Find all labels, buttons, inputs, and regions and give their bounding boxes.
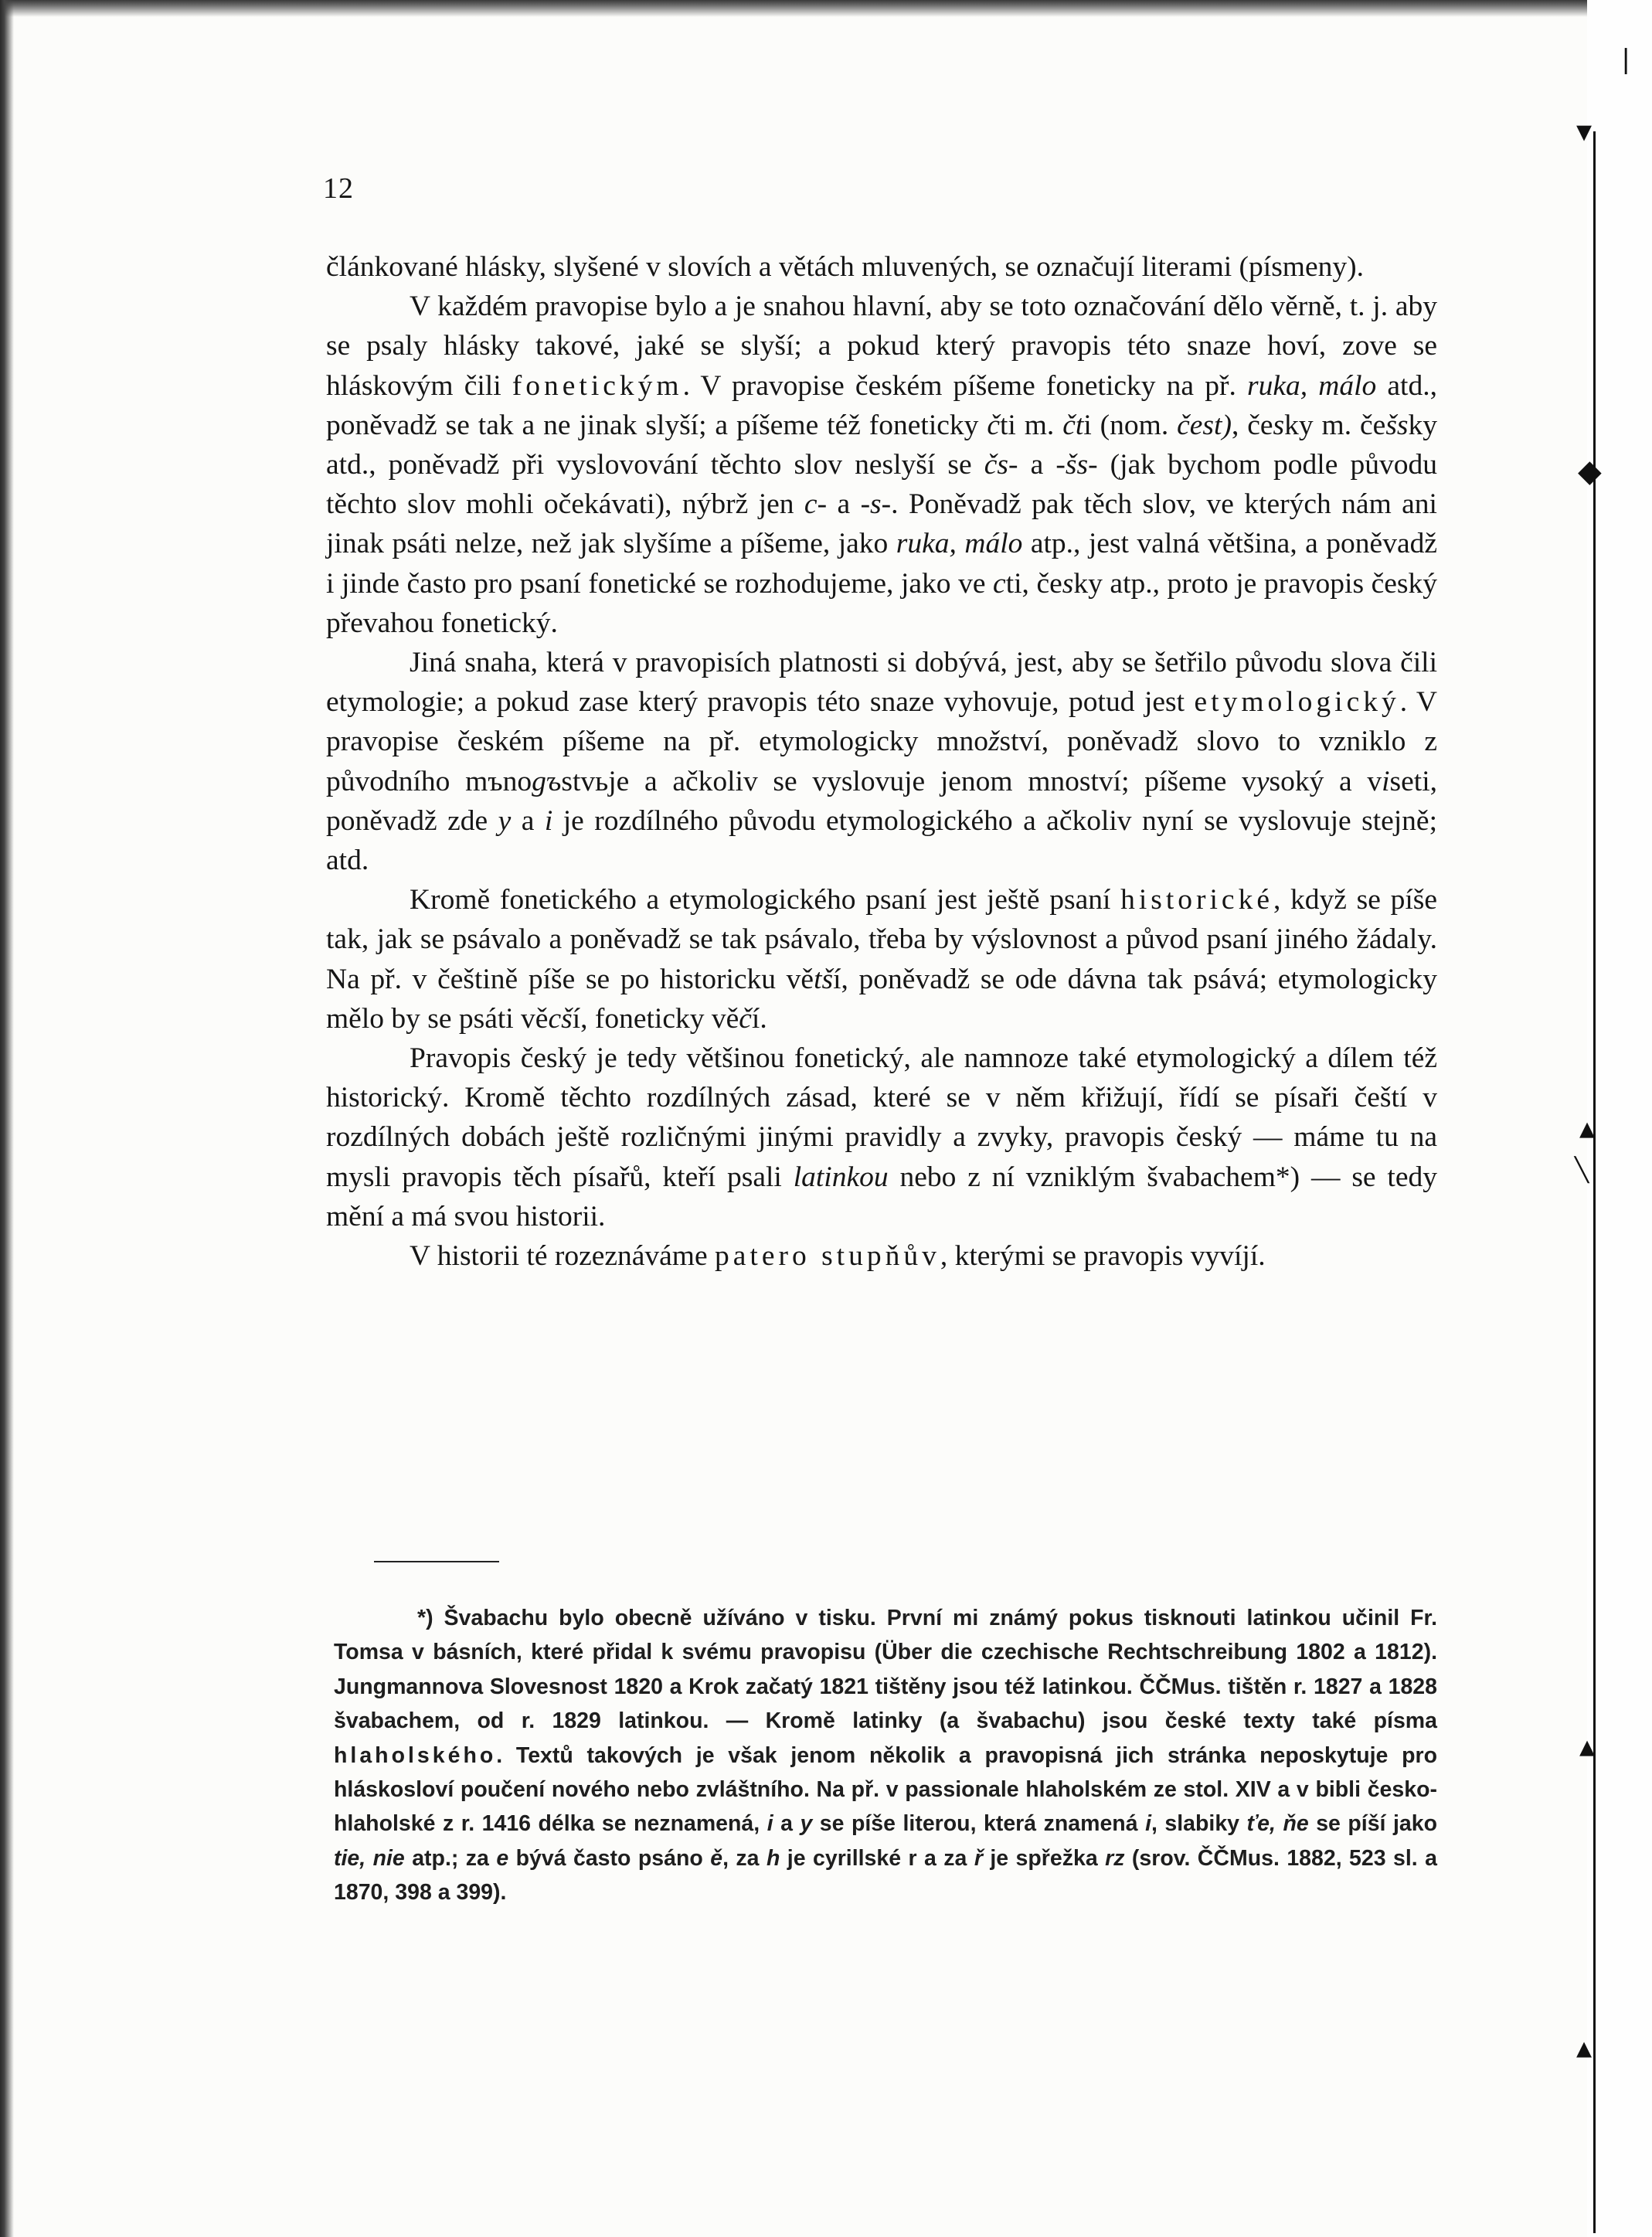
scan-left-edge [0, 0, 14, 2237]
italic-run: ř [974, 1845, 983, 1871]
italic-run: č [739, 1002, 752, 1035]
scan-right-margin [1587, 0, 1652, 2237]
text-run: , če [1231, 409, 1273, 441]
italic-run: ťe, ňe [1246, 1811, 1309, 1837]
text-run: atd., poněvadž se tak a ne jinak slyší; a píšeme též foneticky [326, 369, 1437, 441]
italic-run: y [800, 1811, 813, 1837]
text-run: í, foneticky vě [572, 1002, 739, 1035]
text-run: , za [722, 1845, 767, 1871]
italic-run: šs [1385, 409, 1409, 441]
text-run: ti m. [1000, 409, 1063, 441]
binding-edge-line [1593, 131, 1596, 2233]
body-text [326, 247, 1437, 1276]
binding-mark-icon: ◆ [1578, 454, 1602, 489]
text-run: a [827, 488, 861, 521]
italic-run: čt [1062, 409, 1084, 441]
text-run: í, poněvadž se ode dávna tak psává; etymologicky mělo by se psáti vě [326, 963, 1437, 1035]
text-run: Pravopis český je tedy většinou fonetický, ale namnoze také etymologický a dílem též historický. Kromě těchto rozdílných zásad, které se v něm křižují, řídí se písaři čeští v rozdílných dobách ještě rozličnými jinými pravidly a zvyky, pravopis český — máme tu na mysli pravopis těch písařů, kteří psali [326, 1042, 1437, 1193]
text-run: , kterými se pravopis vyvíjí. [940, 1240, 1266, 1273]
text-run: ství, poněvadž slovo to vzniklo z původního mъno [326, 726, 1438, 797]
italic-run: y [498, 804, 512, 837]
italic-run: s [1273, 409, 1285, 441]
italic-run: i [544, 804, 553, 837]
footnote-rule [374, 1561, 499, 1562]
text-run: ti, če [1005, 567, 1062, 600]
binding-mark-icon: ╲ [1575, 1157, 1589, 1184]
spaced-run: etymologický [1194, 686, 1400, 719]
italic-run: čest) [1177, 409, 1232, 441]
italic-run: i [1382, 765, 1390, 797]
binding-mark-icon: ❘ [1615, 44, 1637, 75]
text-run: a [1018, 449, 1056, 481]
text-run: . Poněvadž pak těch slov, ve kterých nám ani jinak psáti nelze, než jak slyšíme a píšeme, jako [326, 488, 1437, 560]
italic-run: tie, nie [334, 1845, 405, 1871]
italic-run: ž [987, 726, 1000, 758]
text-run: (jak bychom podle původu těchto slov mohli očekávati), nýbrž jen [326, 449, 1437, 521]
text-run: atp., jest valná většina, a poněvadž i jinde často pro psaní fonetické se rozhodujeme, jako ve [326, 528, 1437, 600]
body-paragraph [326, 247, 1437, 287]
body-paragraph [326, 287, 1437, 643]
text-run: . V pravopise českém píšeme foneticky na př. [682, 369, 1247, 402]
italic-run: č [987, 409, 1000, 441]
text-run: . V pravopise českém píšeme na př. etymologicky mno [326, 686, 1437, 758]
body-paragraph [326, 643, 1437, 880]
italic-run: rz [1105, 1845, 1125, 1871]
text-run: stvьje a ačkoliv se vyslovuje jenom mnoství; píšeme v [561, 765, 1256, 797]
footnote-paragraph [334, 1601, 1437, 1910]
spaced-run: historické [1120, 884, 1273, 916]
text-run: ky m. če [1284, 409, 1386, 441]
text-run: ky atp., proto je pravopis český převahou fonetický. [326, 567, 1437, 639]
text-run: , když se píše tak, jak se psávalo a poněvadž se tak psávalo, třeba by výslovnost a původ psaní jiného žádaly. Na př. v češtině píše se po historicku vě [326, 884, 1437, 995]
italic-run: s [1062, 567, 1074, 600]
text-run: je spřežka [982, 1845, 1106, 1871]
text-run: se píší jako [1308, 1811, 1437, 1837]
italic-run: čs- [984, 449, 1018, 481]
italic-run: gъ [532, 765, 562, 797]
text-run: í. [751, 1002, 767, 1035]
scan-top-edge [0, 0, 1652, 17]
text-run: (srov. ČČMus. 1882, 523 sl. a 1870, 398 a 399). [334, 1845, 1437, 1906]
spaced-run: hlaholského [334, 1742, 497, 1768]
italic-run: i [1145, 1811, 1151, 1837]
text-run: . Textů takových je však jenom několik a pravopisná jich stránka neposkytuje pro hláskosloví poučení nového nebo zvláštního. Na př. v passionale hlaholském ze stol. XIV a v bibli česko-hlaholské z r. 1416 délka se neznamená, [334, 1742, 1437, 1837]
text-run: ky atd., poněvadž při vyslovování těchto slov neslyší se [326, 409, 1437, 481]
italic-run: tš [814, 963, 834, 995]
text-run: V každém pravopise bylo a je snahou hlavní, aby se toto označování dělo věrně, t. j. aby se psaly hlásky takové, jaké se slyší; a pokud který pravopis této snaze hoví, zove se hláskovým čili [326, 291, 1437, 402]
italic-run: y [1256, 765, 1270, 797]
text-run: článkované hlásky, slyšené v slovích a větách mluvených, se označují literami (písmeny). [326, 251, 1364, 283]
italic-run: c [993, 567, 1006, 600]
italic-run: ruka, málo [1246, 369, 1377, 402]
text-run: je cyrillské r a za [780, 1845, 974, 1871]
text-run: soký a v [1269, 765, 1382, 797]
italic-run: e [496, 1845, 509, 1871]
italic-run: c- [804, 488, 828, 521]
text-run: *) Švabachu bylo obecně užíváno v tisku. První mi známý pokus tisknouti latinkou učinil Fr. Tomsa v básních, které přidal k svému pravopisu (Über die czechische Rechtschreibung 1802 a 1812). Jungmannova Slovesnost 1820 a Krok začatý 1821 tištěny jsou též latinkou. ČČMus. tištěn r. 1827 a 1828 švabachem, od r. 1829 latinkou. — Kromě latinky (a švabachu) jsou české texty také písma [334, 1606, 1437, 1734]
italic-run: h [766, 1845, 780, 1871]
body-paragraph [326, 1236, 1437, 1276]
binding-mark-icon: ▾ [1576, 114, 1593, 149]
italic-run: latinkou [793, 1161, 889, 1193]
italic-run: -s- [860, 488, 892, 521]
spaced-run: patero stupňův [715, 1240, 940, 1273]
text-run: a [511, 804, 545, 837]
text-run: i (nom. [1083, 409, 1178, 441]
spaced-run: fonetickým [512, 369, 683, 402]
italic-run: -šs- [1055, 449, 1098, 481]
italic-run: ě [710, 1845, 723, 1871]
italic-run: i [767, 1811, 773, 1837]
text-run: Jiná snaha, která v pravopisích platnosti si dobývá, jest, aby se šetřilo původu slova čili etymologie; a pokud zase který pravopis této snaze vyhovuje, potud jest [326, 647, 1437, 719]
binding-mark-icon: ▴ [1579, 1729, 1596, 1764]
text-run: je rozdílného původu etymologického a ačkoliv nyní se vyslovuje stejně; atd. [326, 804, 1437, 877]
text-run: Kromě fonetického a etymologického psaní jest ještě psaní [410, 884, 1121, 916]
text-run: atp.; za [404, 1845, 497, 1871]
footnote [334, 1601, 1437, 1910]
text-run: a [773, 1811, 801, 1837]
binding-mark-icon: ▴ [1579, 1110, 1596, 1146]
text-run: seti, poněvadž zde [326, 765, 1437, 837]
body-paragraph [326, 880, 1437, 1039]
italic-run: ruka, málo [896, 528, 1023, 560]
text-run: , slabiky [1151, 1811, 1247, 1837]
body-paragraph [326, 1039, 1437, 1236]
text-run: se píše literou, která znamená [812, 1811, 1146, 1837]
page-number: 12 [323, 172, 354, 205]
binding-mark-icon: ▴ [1576, 2030, 1593, 2065]
text-run: nebo z ní vzniklým švabachem*) — se tedy mění a má svou historii. [326, 1161, 1437, 1232]
italic-run: cš [548, 1002, 573, 1035]
text-run: bývá často psáno [508, 1845, 711, 1871]
text-run: V historii té rozeznáváme [410, 1240, 715, 1273]
